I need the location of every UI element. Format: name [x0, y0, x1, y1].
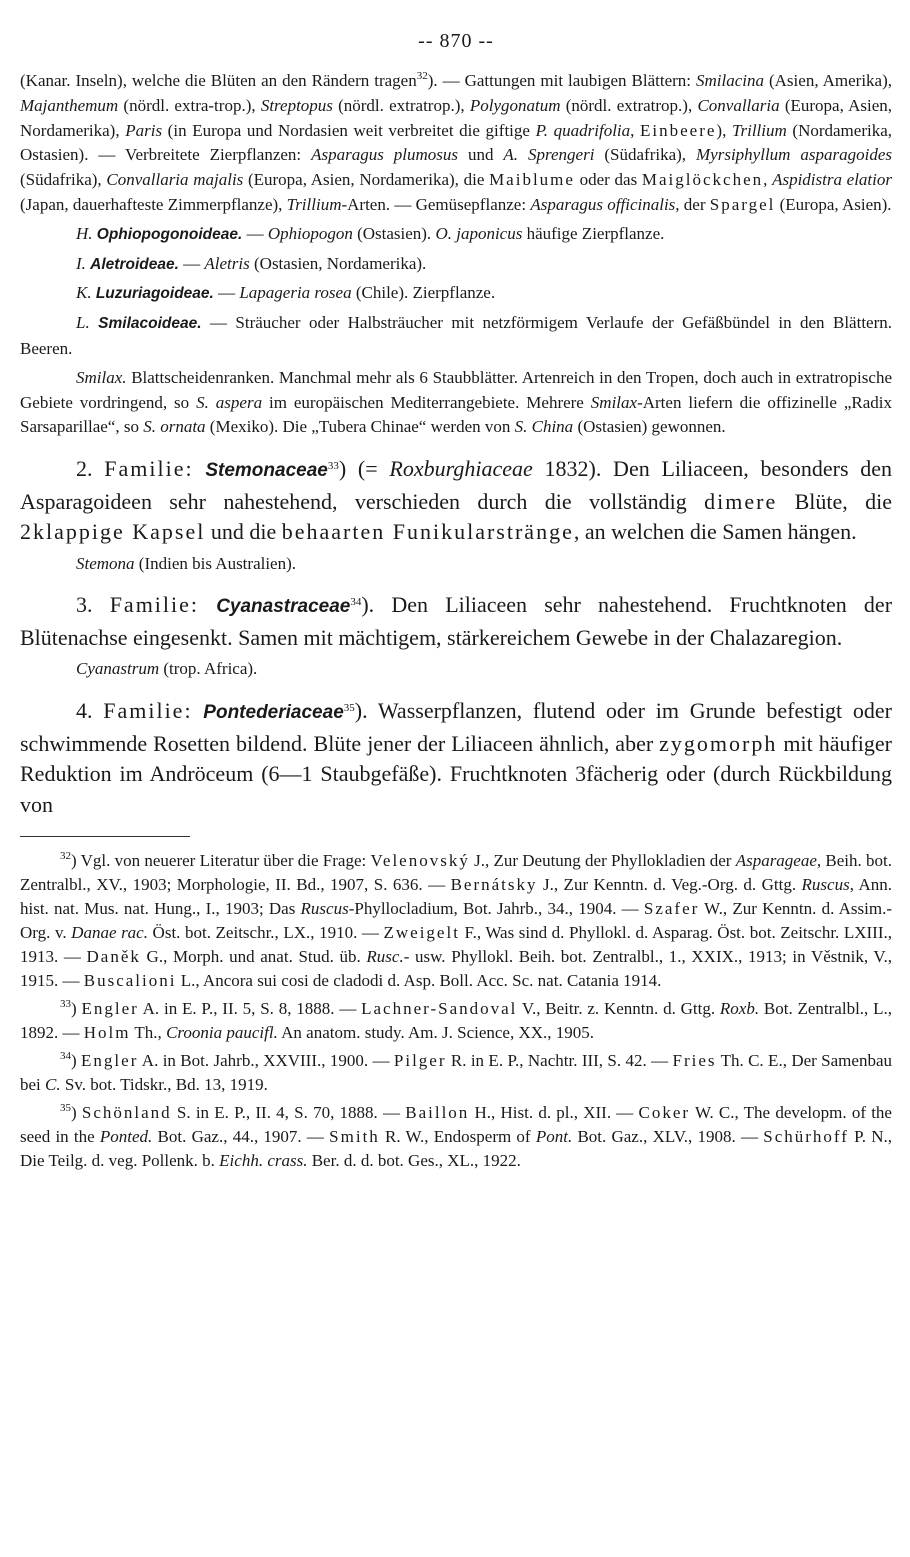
paragraph-family-2: 2. Familie: Stemonaceae$^{33}$) (= Roxburghiaceae 1832). Den Liliaceen, besonders den Asparagoideen sehr nahestehend, verschieden durch die vollständig dimere Blüte, die 2klappige Kapsel und die behaarten Funikularstränge, an welchen die Samen hängen.: [20, 456, 893, 545]
paragraph-intro: (Kanar. Inseln), welche die Blüten an den Rändern tragen$^{32}$). — Gattungen mit laubigen Blättern: Smilacina (Asien, Amerika), Majanthemum (nördl. extra-trop.), Streptopus (nördl. extratrop.), Polygonatum (nördl. extratrop.), Convallaria (Europa, Asien, Nordamerika), Paris (in Europa und Nordasien weit verbreitet die giftige P. quadrifolia, Einbeere), Trillium (Nordamerika, Ostasien). — Verbreitete Zierpflanzen: Asparagus plumosus und A. Sprengeri (Südafrika), Myrsiphyllum asparagoides (Südafrika), Convallaria majalis (Europa, Asien, Nordamerika), die Maiblume oder das Maiglöckchen, Aspidistra elatior (Japan, dauerhafteste Zimmerpflanze), Trillium-Arten. — Gemüsepflanze: Asparagus officinalis, der Spargel (Europa, Asien).: [20, 70, 893, 214]
footnote-33: $^{33}$) Engler A. in E. P., II. 5, S. 8, 1888. — Lachner-Sandoval V., Beitr. z. Kenntn. d. Gttg. Roxb. Bot. Zentralbl., L., 1892. — Holm Th., Croonia paucifl. An anatom. study. Am. J. Science, XX., 1905.: [20, 998, 892, 1043]
page: [20, 30, 892, 1177]
paragraph-subfamily-k: K. Luzuriagoideae. — Lapageria rosea (Chile). Zierpflanze.: [76, 283, 496, 303]
footnote-divider: [20, 836, 190, 837]
paragraph-family-4: 4. Familie: Pontederiaceae$^{35}$). Wasserpflanzen, flutend oder im Grunde befestigt oder schwimmende Rosetten bildend. Blüte jener der Liliaceen ähnlich, aber zygomorph mit häufiger Reduktion im Andröceum (6—1 Staubgefäße). Fruchtknoten 3fächerig oder (durch Rückbildung von: [20, 698, 892, 817]
paragraph-family-3: 3. Familie: Cyanastraceae$^{34}$). Den Liliaceen sehr nahestehend. Fruchtknoten der Blütenachse eingesenkt. Samen mit mächtigem, stärkereichem Gewebe in der Chalazaregion.: [20, 592, 893, 650]
paragraph-cyanastrum: Cyanastrum (trop. Africa).: [76, 659, 258, 679]
paragraph-subfamily-l: L. Smilacoideae. — Sträucher oder Halbsträucher mit netzförmigem Verlaufe der Gefäßbündel in den Blättern. Beeren.: [20, 313, 892, 358]
paragraph-smilax: Smilax. Blattscheidenranken. Manchmal mehr als 6 Staubblätter. Artenreich in den Tropen, doch auch in extratropische Gebiete vordringend, so S. aspera im europäischen Mediterrangebiete. Mehrere Smilax-Arten liefern die offizinelle „Radix Sarsaparillae“, so S. ornata (Mexiko). Die „Tubera Chinae“ werden von S. China (Ostasien) gewonnen.: [20, 367, 892, 437]
page-number: -- 870 --: [418, 30, 494, 52]
footnote-34: $^{34}$) Engler A. in Bot. Jahrb., XXVIII., 1900. — Pilger R. in E. P., Nachtr. III, S. 42. — Fries Th. C. E., Der Samenbau bei C. Sv. bot. Tidskr., Bd. 13, 1919.: [20, 1050, 892, 1095]
footnote-32: $^{32}$) Vgl. von neuerer Literatur über die Frage: Velenovský J., Zur Deutung der Phyllokladien der Asparageae, Beih. bot. Zentralbl., XV., 1903; Morphologie, II. Bd., 1907, S. 636. — Bernátsky J., Zur Kenntn. d. Veg.-Org. d. Gttg. Ruscus, Ann. hist. nat. Mus. nat. Hung., I., 1903; Das Ruscus-Phyllocladium, Bot. Jahrb., 34., 1904. — Szafer W., Zur Kenntn. d. Assim.-Org. v. Danae rac. Öst. bot. Zeitschr., LX., 1910. — Zweigelt F., Was sind d. Phyllokl. d. Asparag. Öst. bot. Zeitschr. LXIII., 1913. — Daněk G., Morph. und anat. Stud. üb. Rusc.- usw. Phyllokl. Beih. bot. Zentralbl., 1., XXIX., 1913; in Věstnik, V., 1915. — Buscalioni L., Ancora sui cosi de cladodi d. Asp. Boll. Acc. Sc. nat. Catania 1914.: [20, 850, 893, 991]
paragraph-subfamily-i: I. Aletroideae. — Aletris (Ostasien, Nordamerika).: [76, 253, 427, 273]
footnote-35: $^{35}$) Schönland S. in E. P., II. 4, S. 70, 1888. — Baillon H., Hist. d. pl., XII. — Coker W. C., The developm. of the seed in the Ponted. Bot. Gaz., 44., 1907. — Smith R. W., Endosperm of Pont. Bot. Gaz., XLV., 1908. — Schürhoff P. N., Die Teilg. d. veg. Pollenk. b. Eichh. crass. Ber. d. d. bot. Ges., XL., 1922.: [20, 1102, 892, 1171]
paragraph-subfamily-h: H. Ophiopogonoideae. — Ophiopogon (Ostasien). O. japonicus häufige Zierpflanze.: [76, 223, 665, 243]
paragraph-stemona: Stemona (Indien bis Australien).: [76, 553, 297, 573]
